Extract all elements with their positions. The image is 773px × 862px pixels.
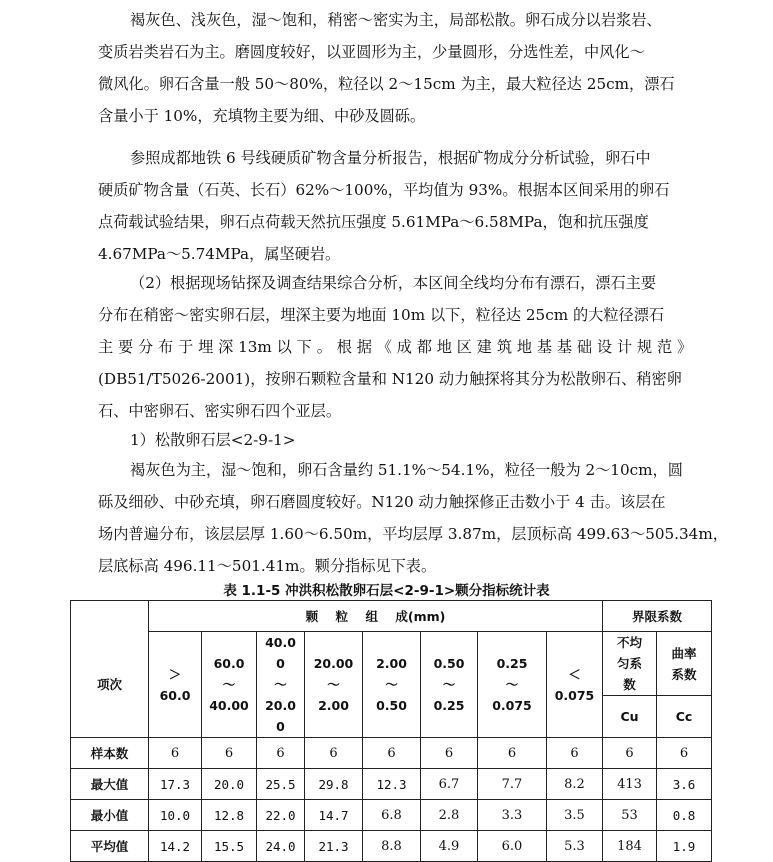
text-line: 褐灰色为主，湿～饱和，卵石含量约 51.1%～54.1%，粒径一般为 2～10cm，圆	[130, 461, 683, 479]
text-line: 石、中密卵石、密实卵石四个亚层。	[98, 402, 341, 420]
table-row	[71, 738, 712, 769]
text-line: 褐灰色、浅灰色，湿～饱和，稍密～密实为主，局部松散。卵石成分以岩浆岩、	[130, 11, 662, 29]
table-cell: 6	[603, 738, 657, 769]
table-row	[71, 831, 712, 862]
table-cell: 6	[547, 738, 603, 769]
table-cell: 14.2	[149, 831, 202, 862]
cc-symbol: Cc	[657, 696, 712, 738]
row-label: 最大值	[71, 769, 149, 800]
text-line: 4.67MPa～5.74MPa，属坚硬岩。	[98, 245, 341, 263]
section-heading-loose-pebble	[98, 424, 674, 456]
table-cell: 6	[363, 738, 421, 769]
table-cell: 6.8	[363, 800, 421, 831]
grain-composition-header: 颗 粒 组 成(mm)	[149, 601, 603, 632]
table-header-row	[71, 601, 712, 632]
table-cell: 20.0	[202, 769, 257, 800]
table-cell: 6.0	[478, 831, 547, 862]
table-cell: 3.3	[478, 800, 547, 831]
table-subheader-row	[71, 632, 712, 696]
table-cell: 21.3	[305, 831, 363, 862]
table-row	[71, 769, 712, 800]
table-row	[71, 800, 712, 831]
paragraph-boulder-distribution	[98, 267, 693, 427]
table-caption: 表 1.1-5 冲洪积松散卵石层<2-9-1>颗分指标统计表	[223, 583, 550, 599]
range-header-025-0075: 0.25 ～ 0.075	[478, 632, 547, 738]
text-line: 层底标高 496.11～501.41m。颗分指标见下表。	[98, 557, 437, 575]
paragraph-mineral-content	[98, 142, 674, 270]
range-header-05-025: 0.50 ～ 0.25	[421, 632, 478, 738]
text-line: 主 要 分 布 于 埋 深 13m 以 下 。 根 据 《 成 都 地 区 建 筑 地 基 基 础 设 计 规 范 》	[98, 338, 693, 356]
cu-symbol: Cu	[603, 696, 657, 738]
text-line: 场内普遍分布，该层层厚 1.60～6.50m，平均层厚 3.87m，层顶标高 499.63～505.34m，	[98, 525, 728, 543]
table-cell: 8.2	[547, 769, 603, 800]
table-cell: 6	[202, 738, 257, 769]
text-line: 参照成都地铁 6 号线硬质矿物含量分析报告，根据矿物成分分析试验，卵石中	[130, 149, 651, 167]
range-header-60-40: 60.0 ～ 40.00	[202, 632, 257, 738]
table-cell: 6	[421, 738, 478, 769]
row-label: 样本数	[71, 738, 149, 769]
table-cell: 25.5	[257, 769, 305, 800]
table-cell: 6	[657, 738, 712, 769]
table-cell: 14.7	[305, 800, 363, 831]
table-cell: 29.8	[305, 769, 363, 800]
text-line: (DB51/T5026-2001)，按卵石颗粒含量和 N120 动力触探将其分为松散卵石、稍密卵	[98, 370, 682, 388]
text-line: 微风化。卵石含量一般 50～80%，粒径以 2～15cm 为主，最大粒径达 25cm，漂石	[98, 75, 675, 93]
table-cell: 10.0	[149, 800, 202, 831]
item-header: 项次	[71, 632, 149, 738]
range-header-gt60: ＞ 60.0	[149, 632, 202, 738]
table-cell: 413	[603, 769, 657, 800]
table-cell: 7.7	[478, 769, 547, 800]
grain-size-table	[70, 600, 712, 862]
paragraph-loose-pebble-layer	[98, 454, 728, 582]
paragraph-pebble-description	[98, 4, 674, 132]
limit-coefficient-header: 界限系数	[603, 601, 712, 632]
table-cell: 6	[257, 738, 305, 769]
text-line: 1）松散卵石层<2-9-1>	[130, 431, 296, 449]
text-line: 砾及细砂、中砂充填，卵石磨圆度较好。N120 动力触探修正击数小于 4 击。该层在	[98, 493, 666, 511]
table-cell: 1.9	[657, 831, 712, 862]
table-cell: 8.8	[363, 831, 421, 862]
range-header-lt0075: ＜ 0.075	[547, 632, 603, 738]
table-cell: 184	[603, 831, 657, 862]
table-cell: 6.7	[421, 769, 478, 800]
table-cell: 3.6	[657, 769, 712, 800]
blank-corner-cell	[71, 601, 149, 632]
text-line: 变质岩类岩石为主。磨圆度较好，以亚圆形为主，少量圆形，分选性差，中风化～	[98, 43, 645, 61]
table-cell: 15.5	[202, 831, 257, 862]
table-cell: 12.8	[202, 800, 257, 831]
table-cell: 6	[478, 738, 547, 769]
table-cell: 2.8	[421, 800, 478, 831]
table-cell: 24.0	[257, 831, 305, 862]
text-line: 分布在稍密～密实卵石层，埋深主要为地面 10m 以下，粒径达 25cm 的大粒径漂石	[98, 306, 665, 324]
table-cell: 12.3	[363, 769, 421, 800]
text-line: 含量小于 10%，充填物主要为细、中砂及圆砾。	[98, 107, 426, 125]
table-cell: 5.3	[547, 831, 603, 862]
table-cell: 0.8	[657, 800, 712, 831]
table-cell: 3.5	[547, 800, 603, 831]
table-cell: 53	[603, 800, 657, 831]
range-header-20-2: 20.00 ～ 2.00	[305, 632, 363, 738]
cu-header: 不均 匀系 数	[603, 632, 657, 696]
text-line: （2）根据现场钻探及调查结果综合分析，本区间全线均分布有漂石，漂石主要	[130, 274, 657, 292]
row-label: 平均值	[71, 831, 149, 862]
table-cell: 22.0	[257, 800, 305, 831]
table-cell: 6	[149, 738, 202, 769]
table-cell: 4.9	[421, 831, 478, 862]
range-header-2-05: 2.00 ～ 0.50	[363, 632, 421, 738]
range-header-40-20: 40.0 0 ～ 20.0 0	[257, 632, 305, 738]
text-line: 硬质矿物含量（石英、长石）62%～100%，平均值为 93%。根据本区间采用的卵石	[98, 181, 670, 199]
text-line: 点荷载试验结果，卵石点荷载天然抗压强度 5.61MPa～6.58MPa，饱和抗压强度	[98, 213, 649, 231]
table-cell: 6	[305, 738, 363, 769]
cc-header: 曲率 系数	[657, 632, 712, 696]
table-cell: 17.3	[149, 769, 202, 800]
row-label: 最小值	[71, 800, 149, 831]
